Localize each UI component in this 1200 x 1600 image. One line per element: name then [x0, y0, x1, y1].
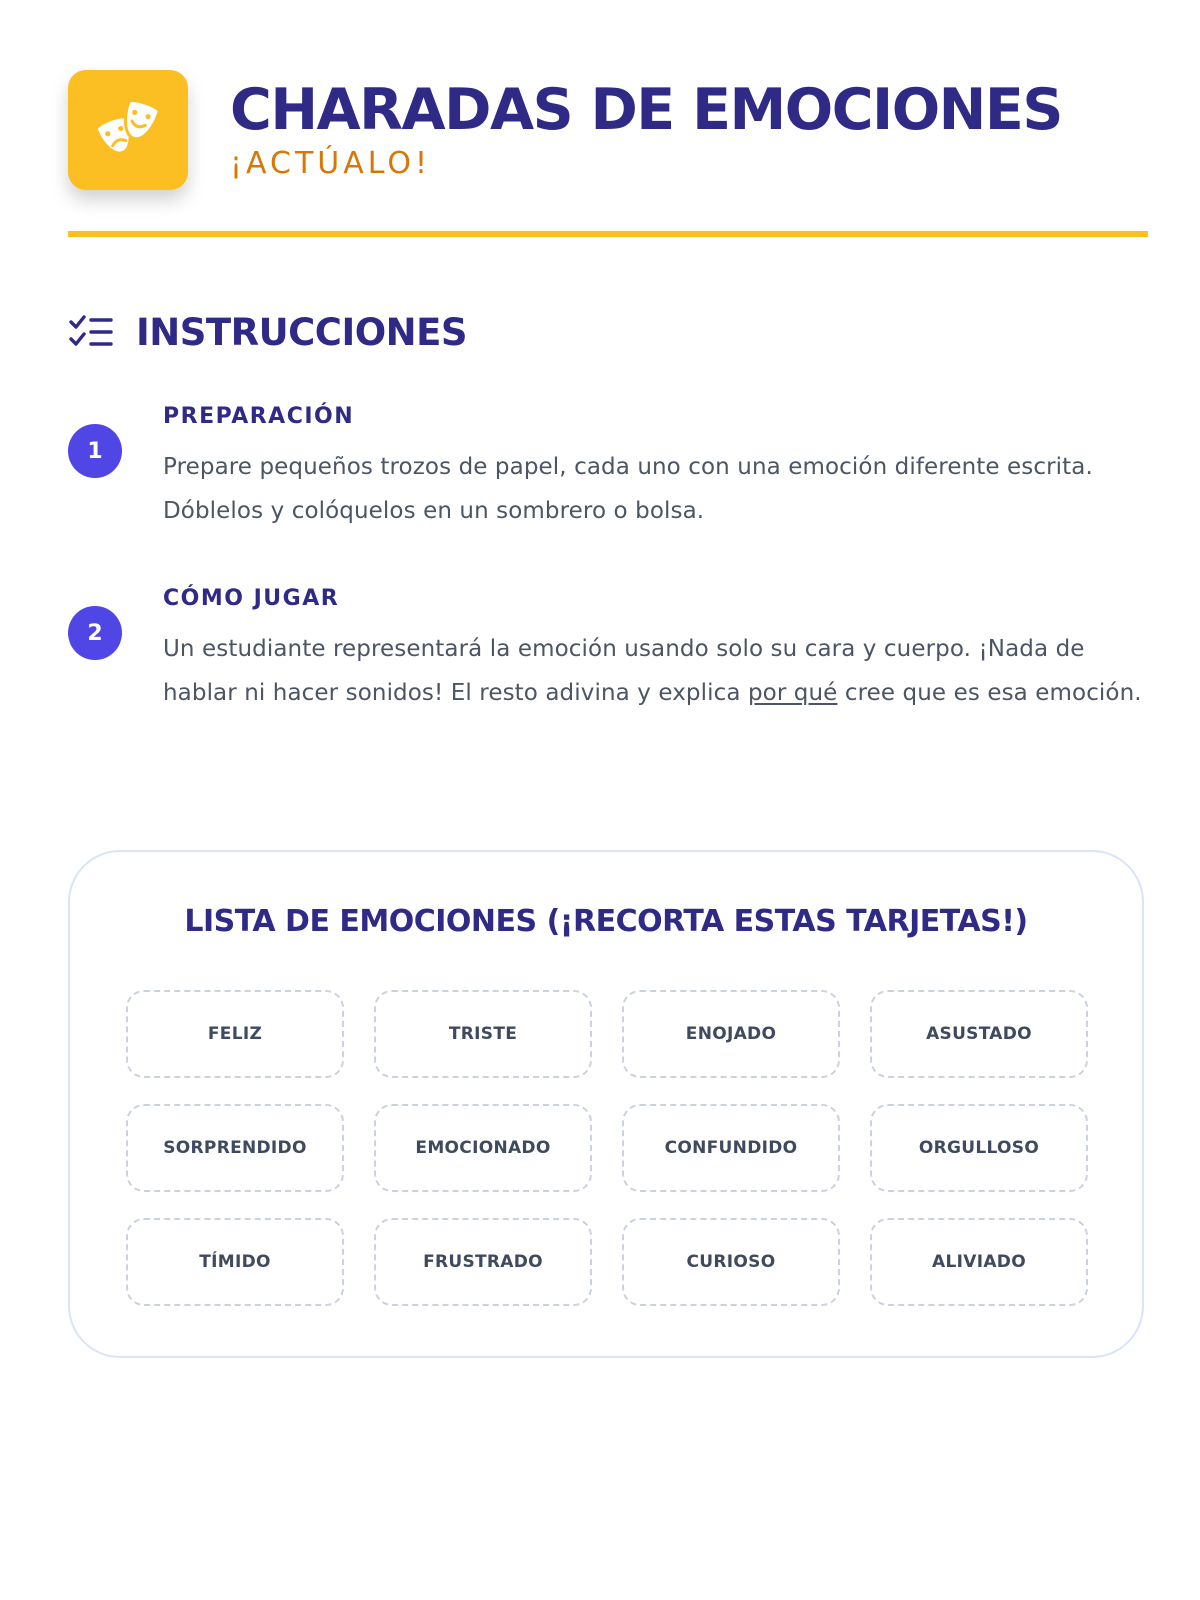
step-title: CÓMO JUGAR	[163, 586, 340, 611]
emotion-card: EMOCIONADO	[374, 1104, 592, 1192]
page-subtitle: ¡ACTÚALO!	[230, 146, 432, 181]
emotion-card: FRUSTRADO	[374, 1218, 592, 1306]
emotion-card: CONFUNDIDO	[622, 1104, 840, 1192]
step-title: PREPARACIÓN	[163, 404, 355, 429]
step-text-emphasis: por qué	[747, 679, 838, 706]
theater-masks-icon	[94, 97, 162, 163]
instructions-title: INSTRUCCIONES	[136, 310, 468, 354]
step-number-badge: 2	[68, 606, 122, 660]
page-title: CHARADAS DE EMOCIONES	[230, 77, 1062, 143]
step-text-before: Un estudiante representará la emoción usando solo su cara y cuerpo. ¡Nada de hablar ni hacer sonidos! El resto adivina y explica	[163, 636, 1085, 706]
logo-tile	[68, 70, 188, 190]
instructions-heading	[68, 308, 467, 356]
emotion-card: TÍMIDO	[126, 1218, 344, 1306]
page-header	[68, 70, 1148, 190]
header-divider	[68, 231, 1148, 237]
step-description: Prepare pequeños trozos de papel, cada uno con una emoción diferente escrita. Dóblelos y colóquelos en un sombrero o bolsa.	[163, 454, 1093, 524]
step-number-badge: 1	[68, 424, 122, 478]
checklist-icon	[68, 312, 114, 352]
step-description	[163, 628, 1143, 715]
emotion-card: ALIVIADO	[870, 1218, 1088, 1306]
emotion-card: CURIOSO	[622, 1218, 840, 1306]
emotions-list-card	[68, 850, 1144, 1358]
emotion-card: TRISTE	[374, 990, 592, 1078]
emotion-card: FELIZ	[126, 990, 344, 1078]
emotion-card: SORPRENDIDO	[126, 1104, 344, 1192]
step-text-after: cree que es esa emoción.	[837, 679, 1142, 706]
emotions-list-title: LISTA DE EMOCIONES (¡RECORTA ESTAS TARJETAS!)	[184, 904, 1028, 939]
emotion-card: ORGULLOSO	[870, 1104, 1088, 1192]
emotion-card: ASUSTADO	[870, 990, 1088, 1078]
emotion-cards-grid	[126, 990, 1088, 1306]
emotion-card: ENOJADO	[622, 990, 840, 1078]
